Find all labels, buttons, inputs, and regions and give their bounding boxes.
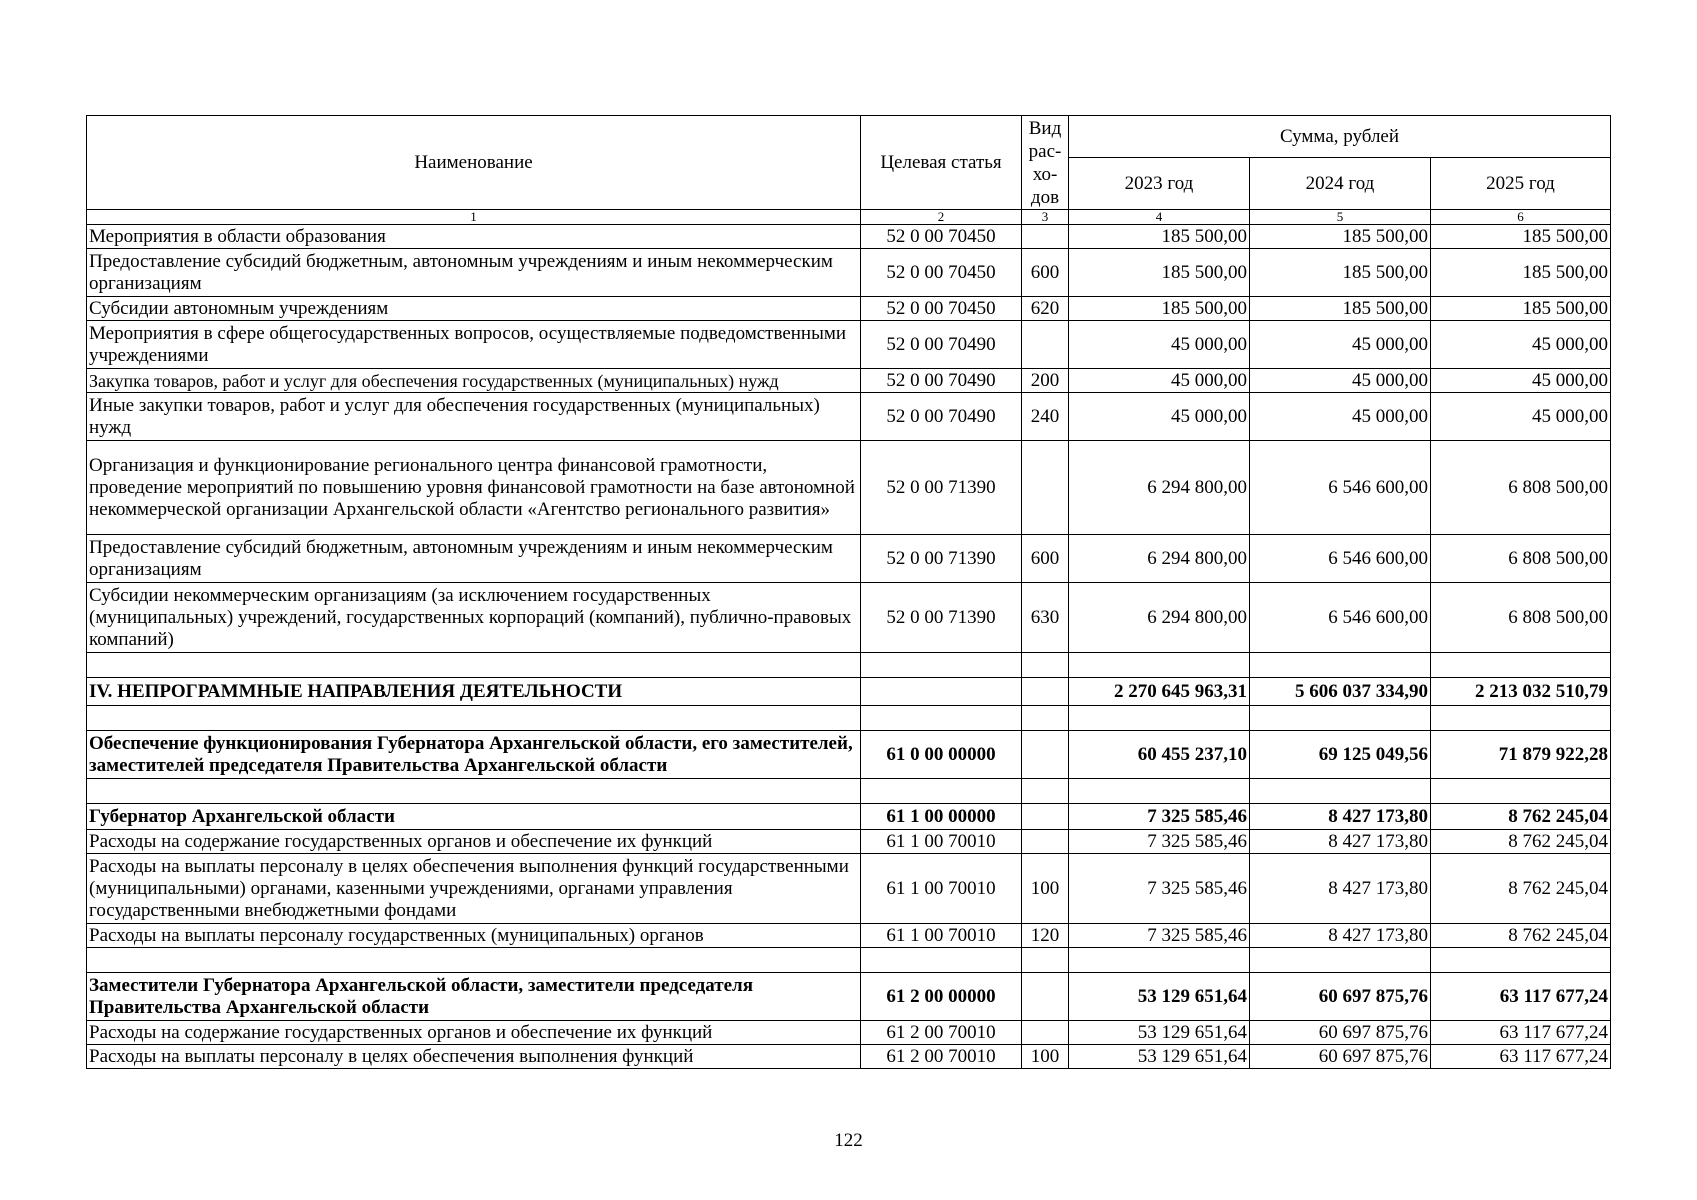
table-row [87,583,1611,653]
row-expense-kind [1022,1021,1069,1045]
header-year-2023: 2023 год [1069,158,1250,210]
empty-cell [87,779,861,804]
row-expense-kind: 200 [1022,369,1069,393]
row-sum-2023: 53 129 651,64 [1069,1021,1250,1045]
column-index: 2 [861,210,1022,225]
empty-cell [1069,948,1250,973]
row-expense-kind [1022,830,1069,854]
empty-cell [87,948,861,973]
row-sum-2023: 53 129 651,64 [1069,1045,1250,1069]
row-name: Закупка товаров, работ и услуг для обеспечения государственных (муниципальных) нужд [87,369,861,393]
row-name: Субсидии автономным учреждениям [87,297,861,321]
row-target-article: 61 1 00 00000 [861,804,1022,830]
table-row [87,393,1611,441]
row-sum-2023: 7 325 585,46 [1069,830,1250,854]
empty-cell [861,706,1022,731]
row-sum-2024: 185 500,00 [1250,249,1431,297]
header-name: Наименование [87,116,861,210]
row-sum-2025: 8 762 245,04 [1431,854,1611,924]
row-target-article: 52 0 00 71390 [861,441,1022,535]
row-expense-kind [1022,225,1069,249]
row-sum-2023: 45 000,00 [1069,393,1250,441]
row-target-article: 61 2 00 70010 [861,1021,1022,1045]
header-expense-kind [1022,116,1069,210]
header-expense-kind-line: Вид [1028,117,1062,139]
empty-cell [1022,653,1069,678]
row-name: Мероприятия в области образования [87,225,861,249]
empty-cell [1431,653,1611,678]
row-sum-2023: 53 129 651,64 [1069,973,1250,1021]
row-sum-2023: 60 455 237,10 [1069,731,1250,779]
row-sum-2025: 185 500,00 [1431,297,1611,321]
header-expense-kind-line: рас- [1028,140,1062,162]
row-sum-2024: 45 000,00 [1250,393,1431,441]
row-sum-2024: 45 000,00 [1250,369,1431,393]
row-target-article: 61 0 00 00000 [861,731,1022,779]
row-name: IV. НЕПРОГРАММНЫЕ НАПРАВЛЕНИЯ ДЕЯТЕЛЬНОСТИ [87,678,861,706]
column-index: 6 [1431,210,1611,225]
row-sum-2025: 8 762 245,04 [1431,830,1611,854]
row-target-article: 61 2 00 00000 [861,973,1022,1021]
row-sum-2023: 185 500,00 [1069,225,1250,249]
table-row [87,321,1611,369]
row-target-article: 52 0 00 71390 [861,583,1022,653]
row-name: Мероприятия в сфере общегосударственных вопросов, осуществляемые подведомственными учреждениями [87,321,861,369]
row-target-article: 61 1 00 70010 [861,854,1022,924]
row-name: Предоставление субсидий бюджетным, автономным учреждениям и иным некоммерческим организациям [87,249,861,297]
row-target-article: 61 1 00 70010 [861,830,1022,854]
empty-row [87,706,1611,731]
table-row [87,804,1611,830]
row-sum-2024: 60 697 875,76 [1250,1021,1431,1045]
row-sum-2023: 7 325 585,46 [1069,804,1250,830]
row-name: Субсидии некоммерческим организациям (за исключением государственных (муниципальных) учреждений, государственных корпораций (компаний), публично-правовых компаний) [87,583,861,653]
table-row [87,535,1611,583]
row-sum-2023: 6 294 800,00 [1069,583,1250,653]
row-target-article: 52 0 00 70490 [861,369,1022,393]
table-row [87,369,1611,393]
row-name: Иные закупки товаров, работ и услуг для обеспечения государственных (муниципальных) нужд [87,393,861,441]
row-expense-kind: 630 [1022,583,1069,653]
empty-row [87,653,1611,678]
row-sum-2023: 185 500,00 [1069,249,1250,297]
header-target-article: Целевая статья [861,116,1022,210]
row-expense-kind: 240 [1022,393,1069,441]
row-expense-kind: 120 [1022,924,1069,948]
row-sum-2024: 45 000,00 [1250,321,1431,369]
row-target-article: 52 0 00 70450 [861,225,1022,249]
table-row [87,924,1611,948]
header-expense-kind-line: хо- [1032,163,1058,185]
header-year-2024: 2024 год [1250,158,1431,210]
row-expense-kind: 100 [1022,1045,1069,1069]
row-sum-2024: 6 546 600,00 [1250,583,1431,653]
empty-cell [861,948,1022,973]
row-name: Расходы на выплаты персоналу государственных (муниципальных) органов [87,924,861,948]
table-row [87,973,1611,1021]
column-index: 5 [1250,210,1431,225]
empty-cell [1250,653,1431,678]
row-sum-2024: 6 546 600,00 [1250,441,1431,535]
row-expense-kind [1022,678,1069,706]
row-sum-2023: 6 294 800,00 [1069,441,1250,535]
row-sum-2025: 45 000,00 [1431,321,1611,369]
table-header-row [87,116,1611,158]
table-row [87,441,1611,535]
row-sum-2023: 7 325 585,46 [1069,854,1250,924]
empty-cell [87,653,861,678]
row-sum-2024: 69 125 049,56 [1250,731,1431,779]
empty-cell [1069,706,1250,731]
row-name: Расходы на выплаты персоналу в целях обеспечения выполнения функций [87,1045,861,1069]
row-target-article: 52 0 00 70490 [861,321,1022,369]
table-row [87,830,1611,854]
row-sum-2025: 2 213 032 510,79 [1431,678,1611,706]
row-sum-2025: 45 000,00 [1431,393,1611,441]
row-name: Организация и функционирование регионального центра финансовой грамотности, проведение мероприятий по повышению уровня финансовой грамотности на базе автономной некоммерческой организации Архангельской области «Агентство регионального развития» [87,441,861,535]
table-row [87,731,1611,779]
row-sum-2025: 185 500,00 [1431,225,1611,249]
row-name: Губернатор Архангельской области [87,804,861,830]
empty-row [87,948,1611,973]
row-sum-2023: 45 000,00 [1069,369,1250,393]
header-sum: Сумма, рублей [1069,116,1611,158]
row-sum-2025: 45 000,00 [1431,369,1611,393]
row-expense-kind [1022,973,1069,1021]
row-expense-kind [1022,441,1069,535]
row-sum-2025: 71 879 922,28 [1431,731,1611,779]
section-row [87,678,1611,706]
empty-cell [861,779,1022,804]
row-expense-kind [1022,321,1069,369]
row-name: Расходы на содержание государственных органов и обеспечение их функций [87,1021,861,1045]
row-target-article: 52 0 00 70450 [861,297,1022,321]
row-sum-2024: 185 500,00 [1250,225,1431,249]
row-sum-2025: 8 762 245,04 [1431,804,1611,830]
row-name: Расходы на содержание государственных органов и обеспечение их функций [87,830,861,854]
header-year-2025: 2025 год [1431,158,1611,210]
row-target-article: 52 0 00 70450 [861,249,1022,297]
row-expense-kind: 620 [1022,297,1069,321]
row-expense-kind [1022,731,1069,779]
table-row [87,1021,1611,1045]
row-sum-2025: 6 808 500,00 [1431,583,1611,653]
row-sum-2025: 6 808 500,00 [1431,441,1611,535]
row-sum-2024: 8 427 173,80 [1250,804,1431,830]
empty-cell [1250,779,1431,804]
header-expense-kind-line: дов [1030,186,1060,208]
row-expense-kind [1022,804,1069,830]
row-sum-2025: 6 808 500,00 [1431,535,1611,583]
empty-cell [861,653,1022,678]
row-sum-2024: 8 427 173,80 [1250,924,1431,948]
empty-cell [1022,948,1069,973]
row-target-article: 52 0 00 70490 [861,393,1022,441]
row-sum-2024: 60 697 875,76 [1250,1045,1431,1069]
row-sum-2023: 185 500,00 [1069,297,1250,321]
budget-table [86,115,1611,1069]
empty-cell [1022,706,1069,731]
row-target-article: 61 2 00 70010 [861,1045,1022,1069]
row-sum-2024: 185 500,00 [1250,297,1431,321]
empty-cell [1431,779,1611,804]
row-sum-2025: 8 762 245,04 [1431,924,1611,948]
column-index: 4 [1069,210,1250,225]
row-name: Расходы на выплаты персоналу в целях обеспечения выполнения функций государственными (муниципальными) органами, казенными учреждениями, органами управления государственными внебюджетными фондами [87,854,861,924]
row-sum-2023: 7 325 585,46 [1069,924,1250,948]
row-target-article: 52 0 00 71390 [861,535,1022,583]
row-name: Заместители Губернатора Архангельской области, заместители председателя Правительства Архангельской области [87,973,861,1021]
row-expense-kind: 100 [1022,854,1069,924]
row-expense-kind: 600 [1022,535,1069,583]
table-row [87,225,1611,249]
empty-cell [1069,653,1250,678]
row-target-article [861,678,1022,706]
empty-cell [1250,948,1431,973]
table-row [87,1045,1611,1069]
empty-cell [1069,779,1250,804]
row-sum-2025: 63 117 677,24 [1431,1021,1611,1045]
empty-cell [1431,706,1611,731]
row-sum-2024: 6 546 600,00 [1250,535,1431,583]
row-sum-2023: 6 294 800,00 [1069,535,1250,583]
empty-row [87,779,1611,804]
empty-cell [1022,779,1069,804]
page-number: 122 [834,1130,863,1151]
row-expense-kind: 600 [1022,249,1069,297]
row-sum-2023: 2 270 645 963,31 [1069,678,1250,706]
table-row [87,854,1611,924]
row-sum-2025: 185 500,00 [1431,249,1611,297]
row-sum-2025: 63 117 677,24 [1431,1045,1611,1069]
row-sum-2024: 8 427 173,80 [1250,830,1431,854]
column-index-row [87,210,1611,225]
table-row [87,249,1611,297]
empty-cell [1431,948,1611,973]
row-sum-2024: 60 697 875,76 [1250,973,1431,1021]
row-name: Обеспечение функционирования Губернатора Архангельской области, его заместителей, заместителей председателя Правительства Архангельской области [87,731,861,779]
table-row [87,297,1611,321]
row-sum-2024: 8 427 173,80 [1250,854,1431,924]
row-sum-2023: 45 000,00 [1069,321,1250,369]
row-sum-2025: 63 117 677,24 [1431,973,1611,1021]
row-sum-2024: 5 606 037 334,90 [1250,678,1431,706]
empty-cell [1250,706,1431,731]
column-index: 3 [1022,210,1069,225]
column-index: 1 [87,210,861,225]
row-target-article: 61 1 00 70010 [861,924,1022,948]
empty-cell [87,706,861,731]
row-name: Предоставление субсидий бюджетным, автономным учреждениям и иным некоммерческим организациям [87,535,861,583]
